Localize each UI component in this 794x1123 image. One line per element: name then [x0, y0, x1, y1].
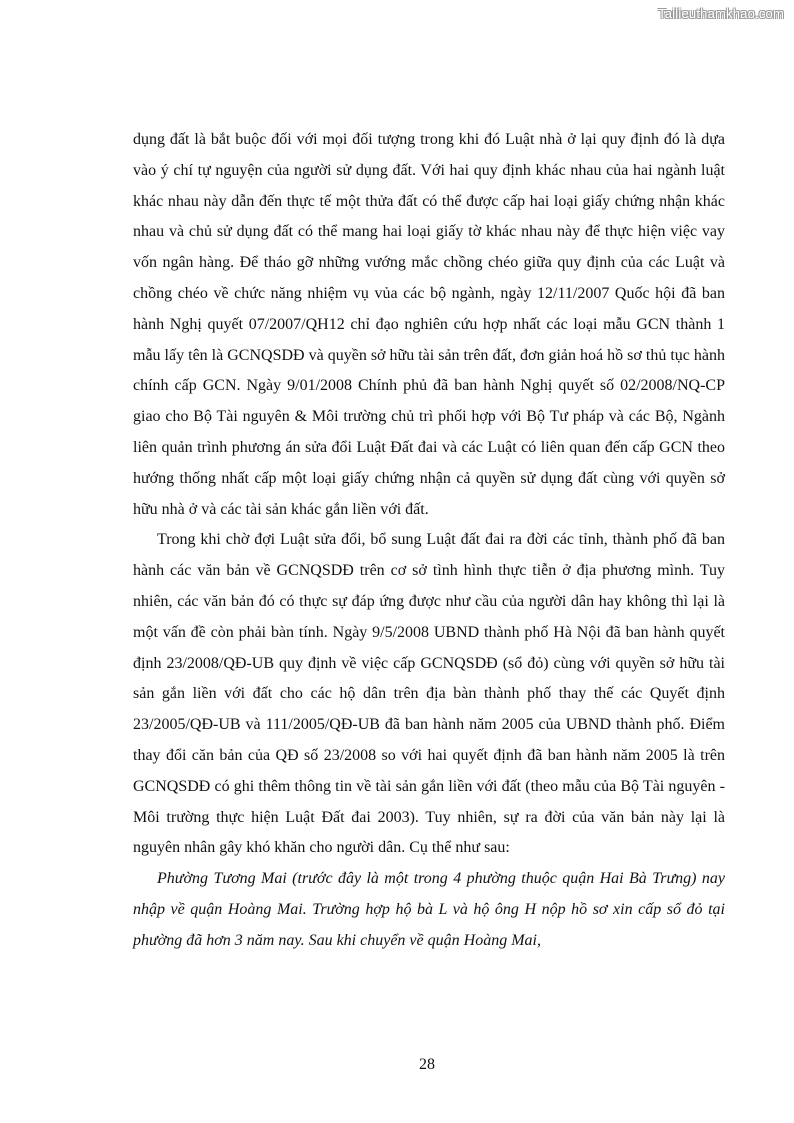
watermark: Tailieuthamkhao.com [658, 6, 784, 21]
paragraph-case-example: Phường Tương Mai (trước đây là một trong 4 phường thuộc quận Hai Bà Trưng) nay nhập về quận Hoàng Mai. Trường hợp hộ bà L và hộ ông H nộp hồ sơ xin cấp sổ đỏ tại phường đã hơn 3 năm nay. Sau khi chuyển về quận Hoàng Mai, [133, 870, 725, 949]
document-body [133, 125, 725, 957]
paragraph-continuation: dụng đất là bắt buộc đối với mọi đối tượng trong khi đó Luật nhà ở lại quy định đó là dựa vào ý chí tự nguyện của người sử dụng đất. Với hai quy định khác nhau của hai ngành luật khác nhau này dẫn đến thực tế một thửa đất có thể được cấp hai loại giấy chứng nhận khác nhau và chủ sử dụng đất có thể mang hai loại giấy tờ khác nhau này để thực hiện việc vay vốn ngân hàng. Để tháo gỡ những vướng mắc chồng chéo giữa quy định của các Luật và chồng chéo về chức năng nhiệm vụ vủa các bộ ngành, ngày 12/11/2007 Quốc hội đã ban hành Nghị quyết 07/2007/QH12 chỉ đạo nghiên cứu hợp nhất các loại mẫu GCN thành 1 mẫu lấy tên là GCNQSDĐ và quyền sở hữu tài sản trên đất, đơn giản hoá hồ sơ thủ tục hành chính cấp GCN. Ngày 9/01/2008 Chính phủ đã ban hành Nghị quyết số 02/2008/NQ-CP giao cho Bộ Tài nguyên & Môi trường chủ trì phối hợp với Bộ Tư pháp và các Bộ, Ngành liên quản trình phương án sửa đổi Luật Đất đai và các Luật có liên quan đến cấp GCN theo hướng thống nhất cấp một loại giấy chứng nhận cả quyền sử dụng đất cùng với quyền sở hữu nhà ở và các tài sản khác gắn liền với đất. [133, 131, 725, 518]
page-number: 28 [419, 1056, 435, 1073]
paragraph-provincial-regulations: Trong khi chờ đợi Luật sửa đổi, bổ sung Luật đất đai ra đời các tỉnh, thành phố đã ban hành các văn bản về GCNQSDĐ trên cơ sở tình hình thực tiễn ở địa phương mình. Tuy nhiên, các văn bản đó có thực sự đáp ứng được như cầu của người dân hay không thì lại là một vấn đề còn phải bàn tính. Ngày 9/5/2008 UBND thành phố Hà Nội đã ban hành quyết định 23/2008/QĐ-UB quy định về việc cấp GCNQSDĐ (sổ đỏ) cùng với quyền sở hữu tài sản gắn liền với đất cho các hộ dân trên địa bàn thành phố thay thế các Quyết định 23/2005/QĐ-UB và 111/2005/QĐ-UB đã ban hành năm 2005 của UBND thành phố. Điểm thay đổi căn bản của QĐ số 23/2008 so với hai quyết định đã ban hành năm 2005 là trên GCNQSDĐ có ghi thêm thông tin về tài sản gắn liền với đất (theo mẫu của Bộ Tài nguyên - Môi trường thực hiện Luật Đất đai 2003). Tuy nhiên, sự ra đời của văn bản này lại là nguyên nhân gây khó khăn cho người dân. Cụ thể như sau: [133, 531, 725, 857]
